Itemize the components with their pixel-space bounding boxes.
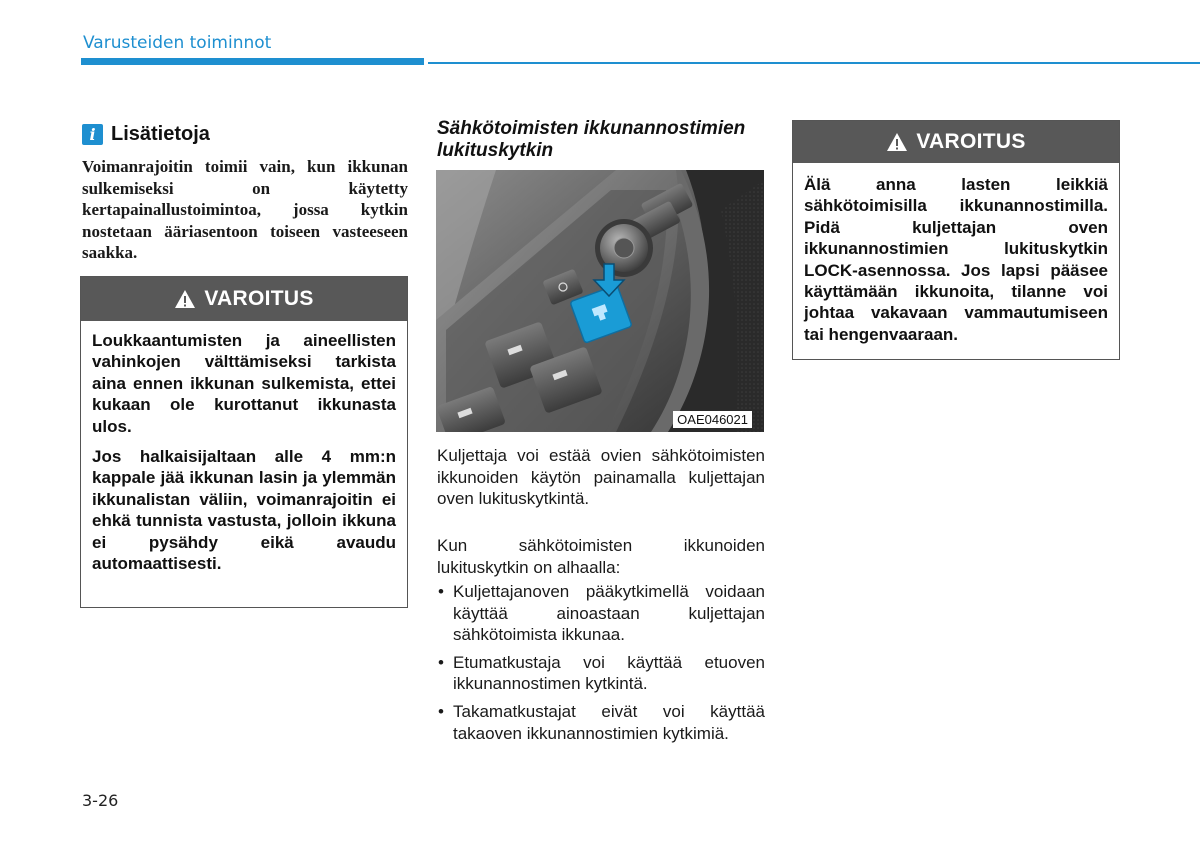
warning-title: VAROITUS: [916, 130, 1026, 153]
info-heading: [82, 123, 210, 146]
header-rule-thick: [81, 58, 424, 65]
bullet-list: [437, 581, 765, 750]
info-icon: i: [82, 124, 103, 145]
info-text: Voimanrajoitin toimii vain, kun ikkunan sulkemiseksi on käytetty kertapainallustoimintoa, jossa kytkin nostetaan ääriasentoon toiseen vasteeseen saakka.: [82, 157, 408, 263]
warning-title: VAROITUS: [204, 287, 314, 310]
warning-paragraph: Jos halkaisijaltaan alle 4 mm:n kappale jää ikkunan lasin ja ylemmän ikkunalistan väliin, voimanrajoitin ei ehkä tunnista vastusta, jolloin ikkuna ei pysähdy eikä avaudu automaattisesti.: [92, 447, 396, 574]
door-switch-illustration: [436, 170, 764, 432]
list-item: • Etumatkustaja voi käyttää etuoven ikkunannostimen kytkintä.: [437, 652, 765, 695]
warning-triangle-icon: [174, 289, 196, 309]
header-rule-thin: [428, 62, 1200, 64]
warning-triangle-icon: [886, 132, 908, 152]
warning-body: [81, 321, 407, 574]
info-title: Lisätietoja: [111, 123, 210, 145]
body-paragraph: Kun sähkötoimisten ikkunoiden lukituskytkin on alhaalla:: [437, 536, 765, 577]
body-paragraph: Kuljettaja voi estää ovien sähkötoimisten ikkunoiden käytön painamalla kuljettajan oven lukituskytkintä.: [437, 446, 765, 509]
list-item: • Takamatkustajat eivät voi käyttää takaoven ikkunannostimien kytkimiä.: [437, 701, 765, 744]
warning-box-right: [792, 120, 1120, 360]
warning-body: [793, 163, 1119, 345]
warning-header: [81, 277, 407, 321]
warning-paragraph: Loukkaantumisten ja aineellisten vahinkojen välttämiseksi tarkista aina ennen ikkunan sulkemista, ettei kukaan ole kurottanut ikkunasta ulos.: [92, 331, 396, 436]
warning-box-left: [80, 276, 408, 608]
warning-paragraph: Älä anna lasten leikkiä sähkötoimisilla ikkunannostimilla. Pidä kuljettajan oven ikkunannostimien lukituskytkin LOCK-asennossa. Jos lapsi pääsee käyttämään ikkunoita, tilanne voi johtaa vakavaan vammautumiseen tai hengenvaaraan.: [804, 175, 1108, 344]
door-switch-photo: [436, 170, 764, 432]
list-item: • Kuljettajanoven pääkytkimellä voidaan käyttää ainoastaan kuljettajan sähkötoimista ikkunaa.: [437, 581, 765, 646]
section-title: Sähkötoimisten ikkunannostimien lukituskytkin: [437, 118, 746, 161]
warning-header: [793, 121, 1119, 163]
page-number: 3-26: [82, 791, 119, 810]
header-section-title: Varusteiden toiminnot: [83, 33, 272, 53]
image-code: OAE046021: [673, 411, 752, 428]
